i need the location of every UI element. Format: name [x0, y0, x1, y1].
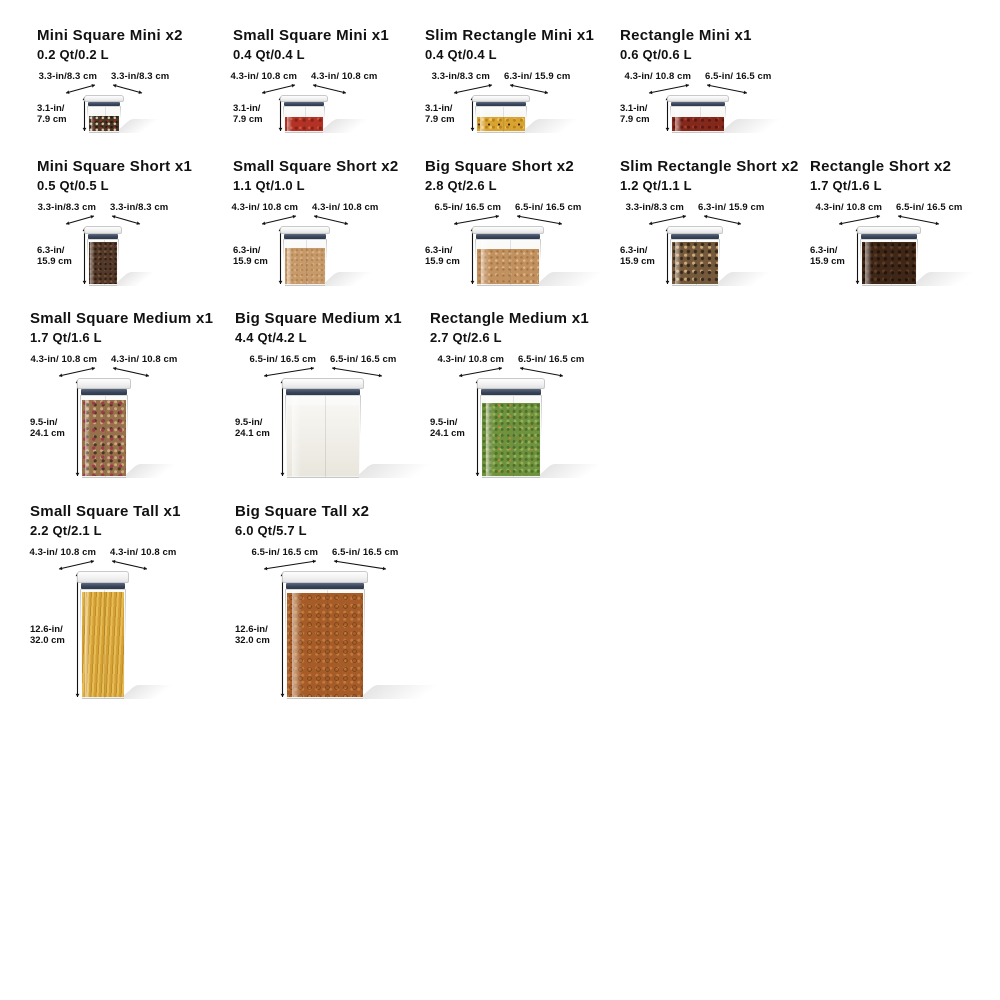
- height-dimension-label: [810, 245, 856, 267]
- container-illustration: [87, 226, 119, 286]
- content-peppercorn-medley: [89, 116, 119, 131]
- height-label-line1: 3.1-in/: [37, 103, 65, 114]
- height-label-line2: 32.0 cm: [235, 635, 270, 646]
- product-diagram: [37, 27, 247, 147]
- height-label-line1: 9.5-in/: [430, 417, 458, 428]
- dimension-arrows-icon: [57, 364, 151, 378]
- product-capacity: 1.7 Qt/1.6 L: [810, 178, 882, 193]
- product-cell: [37, 27, 247, 147]
- height-dimension-label: [620, 103, 666, 125]
- height-label-line2: 24.1 cm: [30, 428, 65, 439]
- height-dimension-label: [30, 624, 76, 646]
- product-diagram: [620, 158, 830, 300]
- container-body: [80, 589, 126, 699]
- product-cell: [425, 27, 635, 147]
- product-capacity: 4.4 Qt/4.2 L: [235, 330, 307, 345]
- container-seal: [476, 102, 526, 106]
- dimension-label-right: 4.3-in/ 10.8 cm: [111, 354, 178, 365]
- container-shadow: [113, 272, 163, 286]
- container-seal: [88, 234, 118, 239]
- height-label-line1: 9.5-in/: [235, 417, 263, 428]
- container-shadow: [714, 272, 783, 286]
- dimension-arrows-icon: [64, 81, 144, 95]
- height-label-line1: 6.3-in/: [810, 245, 838, 256]
- container-illustration: [480, 378, 542, 478]
- container-illustration: [87, 95, 121, 133]
- product-diagram: [233, 158, 443, 300]
- container-seal: [284, 102, 324, 106]
- dimension-label-left: 4.3-in/ 10.8 cm: [230, 71, 297, 82]
- dimension-label-right: 6.3-in/ 15.9 cm: [503, 71, 571, 82]
- height-dimension-label: [235, 624, 281, 646]
- height-label-line1: 6.3-in/: [37, 245, 65, 256]
- product-title: Big Square Medium x1: [235, 310, 402, 327]
- height-label-line2: 15.9 cm: [425, 256, 460, 267]
- product-cell: [30, 310, 240, 492]
- container-shadow: [536, 464, 617, 478]
- container-shadow: [120, 685, 184, 699]
- dimension-label-left: 3.3-in/8.3 cm: [625, 202, 684, 213]
- product-cell: [235, 310, 445, 492]
- container-illustration: [80, 571, 126, 699]
- content-dried-chilies: [285, 117, 323, 131]
- product-diagram: [620, 27, 830, 147]
- dimension-arrows-icon: [647, 81, 749, 95]
- container-body: [670, 106, 726, 133]
- height-label-line1: 6.3-in/: [425, 245, 453, 256]
- dimension-arrows-icon: [57, 557, 149, 571]
- product-diagram: [37, 158, 247, 300]
- product-cell: [810, 158, 1000, 300]
- container-lid: [667, 226, 723, 234]
- container-body: [475, 106, 527, 133]
- height-label-line2: 15.9 cm: [810, 256, 845, 267]
- dimension-label-right: 4.3-in/ 10.8 cm: [110, 547, 177, 558]
- dimension-label-right: 6.5-in/ 16.5 cm: [705, 71, 772, 82]
- dimension-arrows-icon: [260, 212, 350, 226]
- content-trail-mix: [672, 242, 718, 284]
- dimension-label-right: 3.3-in/8.3 cm: [111, 71, 170, 82]
- product-title: Big Square Short x2: [425, 158, 575, 175]
- height-label-line2: 24.1 cm: [235, 428, 270, 439]
- height-dimension-label: [233, 245, 279, 267]
- container-seal: [481, 389, 541, 395]
- product-capacity: 1.7 Qt/1.6 L: [30, 330, 102, 345]
- product-cell: [620, 27, 830, 147]
- dimension-arrows-icon: [452, 81, 550, 95]
- container-illustration: [860, 226, 918, 286]
- product-capacity: 0.4 Qt/0.4 L: [233, 47, 305, 62]
- height-dimension-label: [37, 103, 83, 125]
- content-brown-sugar: [285, 248, 325, 284]
- container-body: [670, 239, 720, 286]
- container-body: [87, 239, 119, 286]
- dimension-label-left: 4.3-in/ 10.8 cm: [815, 202, 882, 213]
- product-cell: [30, 503, 240, 713]
- dimension-label-right: 4.3-in/ 10.8 cm: [311, 71, 378, 82]
- height-label-line1: 3.1-in/: [425, 103, 453, 114]
- container-illustration: [285, 378, 361, 478]
- height-dimension-label: [233, 103, 279, 125]
- container-shadow: [359, 685, 459, 699]
- product-diagram: [230, 27, 443, 147]
- product-capacity: 0.6 Qt/0.6 L: [620, 47, 692, 62]
- height-label-line2: 32.0 cm: [30, 635, 65, 646]
- dimension-label-right: 6.5-in/ 16.5 cm: [518, 354, 585, 365]
- product-diagram: [30, 310, 240, 492]
- container-lid: [472, 95, 530, 102]
- height-label-line1: 3.1-in/: [620, 103, 648, 114]
- content-pretzels: [287, 593, 363, 697]
- content-flour: [287, 405, 359, 476]
- product-title: Small Square Medium x1: [30, 310, 214, 327]
- container-lid: [84, 95, 124, 102]
- container-illustration: [475, 226, 541, 286]
- dimension-label-left: 4.3-in/ 10.8 cm: [231, 202, 298, 213]
- container-seal: [476, 234, 540, 239]
- product-cell: [37, 158, 247, 300]
- dimension-label-left: 4.3-in/ 10.8 cm: [624, 71, 691, 82]
- dimension-label-left: 3.3-in/8.3 cm: [431, 71, 490, 82]
- container-shadow: [535, 272, 620, 286]
- container-shadow: [321, 272, 383, 286]
- container-shadow: [122, 464, 188, 478]
- content-goji-berries: [672, 117, 724, 131]
- container-lid: [857, 226, 921, 234]
- container-shadow: [319, 119, 379, 133]
- height-label-line1: 3.1-in/: [233, 103, 261, 114]
- container-seal: [286, 389, 360, 395]
- dimension-label-left: 4.3-in/ 10.8 cm: [29, 547, 96, 558]
- product-cell: [425, 158, 635, 300]
- container-illustration: [670, 95, 726, 133]
- height-label-line2: 24.1 cm: [430, 428, 465, 439]
- container-lid: [282, 378, 364, 389]
- content-berry-granola: [82, 400, 126, 476]
- container-lid: [280, 95, 328, 102]
- content-mixed-seeds: [89, 242, 117, 284]
- container-seal: [861, 234, 917, 239]
- container-body: [860, 239, 918, 286]
- product-cell: [620, 158, 830, 300]
- product-capacity: 0.5 Qt/0.5 L: [37, 178, 109, 193]
- dimension-label-left: 3.3-in/8.3 cm: [37, 202, 96, 213]
- container-shadow: [521, 119, 592, 133]
- height-label-line2: 7.9 cm: [233, 114, 263, 125]
- container-illustration: [283, 226, 327, 286]
- container-lid: [280, 226, 330, 234]
- height-label-line2: 15.9 cm: [233, 256, 268, 267]
- height-label-line1: 9.5-in/: [30, 417, 58, 428]
- container-lid: [667, 95, 729, 102]
- container-body: [285, 395, 361, 478]
- dimension-arrows-icon: [837, 212, 941, 226]
- product-diagram: [430, 310, 640, 492]
- container-illustration: [670, 226, 720, 286]
- container-illustration: [285, 571, 365, 699]
- dimension-label-left: 6.5-in/ 16.5 cm: [251, 547, 318, 558]
- container-lid: [84, 226, 122, 234]
- dimension-label-left: 6.5-in/ 16.5 cm: [434, 202, 501, 213]
- product-cell: [230, 27, 443, 147]
- dimension-label-left: 6.5-in/ 16.5 cm: [249, 354, 316, 365]
- content-spaghetti: [82, 592, 124, 697]
- container-body: [283, 239, 327, 286]
- height-dimension-label: [620, 245, 666, 267]
- height-label-line1: 12.6-in/: [235, 624, 268, 635]
- dimension-label-right: 6.5-in/ 16.5 cm: [332, 547, 399, 558]
- product-capacity: 6.0 Qt/5.7 L: [235, 523, 307, 538]
- dimension-label-right: 6.5-in/ 16.5 cm: [896, 202, 963, 213]
- container-shadow: [912, 272, 989, 286]
- content-corn-kernels: [477, 117, 525, 131]
- container-illustration: [80, 378, 128, 478]
- dimension-label-right: 4.3-in/ 10.8 cm: [312, 202, 379, 213]
- product-title: Big Square Tall x2: [235, 503, 370, 520]
- container-shadow: [115, 119, 167, 133]
- product-title: Small Square Mini x1: [233, 27, 390, 44]
- product-title: Rectangle Mini x1: [620, 27, 752, 44]
- product-title: Small Square Tall x1: [30, 503, 181, 520]
- product-cell: [235, 503, 445, 713]
- height-dimension-label: [430, 417, 476, 439]
- dimension-arrows-icon: [64, 212, 142, 226]
- height-label-line2: 15.9 cm: [620, 256, 655, 267]
- content-dried-herbs: [482, 403, 540, 476]
- container-seal: [671, 234, 719, 239]
- product-title: Rectangle Medium x1: [430, 310, 590, 327]
- height-dimension-label: [37, 245, 83, 267]
- container-seal: [286, 583, 364, 589]
- dimension-arrows-icon: [457, 364, 565, 378]
- container-body: [285, 589, 365, 699]
- product-capacity: 0.4 Qt/0.4 L: [425, 47, 497, 62]
- dimension-label-left: 4.3-in/ 10.8 cm: [30, 354, 97, 365]
- dimension-arrows-icon: [647, 212, 743, 226]
- height-dimension-label: [30, 417, 76, 439]
- dimension-arrows-icon: [260, 81, 348, 95]
- dimension-label-left: 3.3-in/8.3 cm: [38, 71, 97, 82]
- product-cell: [430, 310, 640, 492]
- container-seal: [284, 234, 326, 239]
- dimension-label-right: 6.5-in/ 16.5 cm: [330, 354, 397, 365]
- product-diagram: [810, 158, 1000, 300]
- product-diagram: [425, 158, 635, 300]
- product-title: Small Square Short x2: [233, 158, 399, 175]
- dimension-label-right: 6.3-in/ 15.9 cm: [697, 202, 765, 213]
- height-label-line2: 7.9 cm: [620, 114, 650, 125]
- container-lid: [282, 571, 368, 583]
- height-dimension-label: [235, 417, 281, 439]
- height-label-line1: 6.3-in/: [620, 245, 648, 256]
- container-illustration: [475, 95, 527, 133]
- container-seal: [88, 102, 120, 106]
- dimension-label-right: 6.5-in/ 16.5 cm: [515, 202, 582, 213]
- container-body: [283, 106, 325, 133]
- product-capacity: 2.7 Qt/2.6 L: [430, 330, 502, 345]
- container-body: [80, 395, 128, 478]
- height-dimension-label: [425, 103, 471, 125]
- height-label-line1: 6.3-in/: [233, 245, 261, 256]
- container-seal: [671, 102, 725, 106]
- dimension-arrows-icon: [262, 557, 388, 571]
- product-title: Mini Square Mini x2: [37, 27, 183, 44]
- dimension-arrows-icon: [262, 364, 384, 378]
- dimension-label-right: 3.3-in/8.3 cm: [110, 202, 169, 213]
- container-body: [480, 395, 542, 478]
- product-capacity: 2.8 Qt/2.6 L: [425, 178, 497, 193]
- container-lid: [472, 226, 544, 234]
- container-seal: [81, 389, 127, 395]
- container-lid: [77, 571, 129, 583]
- product-diagram: [235, 503, 445, 713]
- height-label-line2: 15.9 cm: [37, 256, 72, 267]
- container-lid: [77, 378, 131, 389]
- container-body: [87, 106, 121, 133]
- dimension-arrows-icon: [452, 212, 564, 226]
- dimension-label-left: 4.3-in/ 10.8 cm: [437, 354, 504, 365]
- container-body: [475, 239, 541, 286]
- product-cell: [233, 158, 443, 300]
- product-title: Slim Rectangle Mini x1: [425, 27, 595, 44]
- product-diagram: [425, 27, 635, 147]
- product-capacity: 1.2 Qt/1.1 L: [620, 178, 692, 193]
- product-title: Rectangle Short x2: [810, 158, 952, 175]
- container-lid: [477, 378, 545, 389]
- height-dimension-label: [425, 245, 471, 267]
- content-coffee-beans: [862, 242, 916, 284]
- content-cane-sugar: [477, 249, 539, 284]
- product-capacity: 1.1 Qt/1.0 L: [233, 178, 305, 193]
- product-diagram: [30, 503, 240, 713]
- product-title: Mini Square Short x1: [37, 158, 193, 175]
- height-label-line1: 12.6-in/: [30, 624, 63, 635]
- height-label-line2: 7.9 cm: [37, 114, 67, 125]
- height-label-line2: 7.9 cm: [425, 114, 455, 125]
- product-capacity: 0.2 Qt/0.2 L: [37, 47, 109, 62]
- product-title: Slim Rectangle Short x2: [620, 158, 799, 175]
- container-seal: [81, 583, 125, 589]
- container-illustration: [283, 95, 325, 133]
- product-capacity: 2.2 Qt/2.1 L: [30, 523, 102, 538]
- container-shadow: [720, 119, 795, 133]
- product-diagram: [235, 310, 445, 492]
